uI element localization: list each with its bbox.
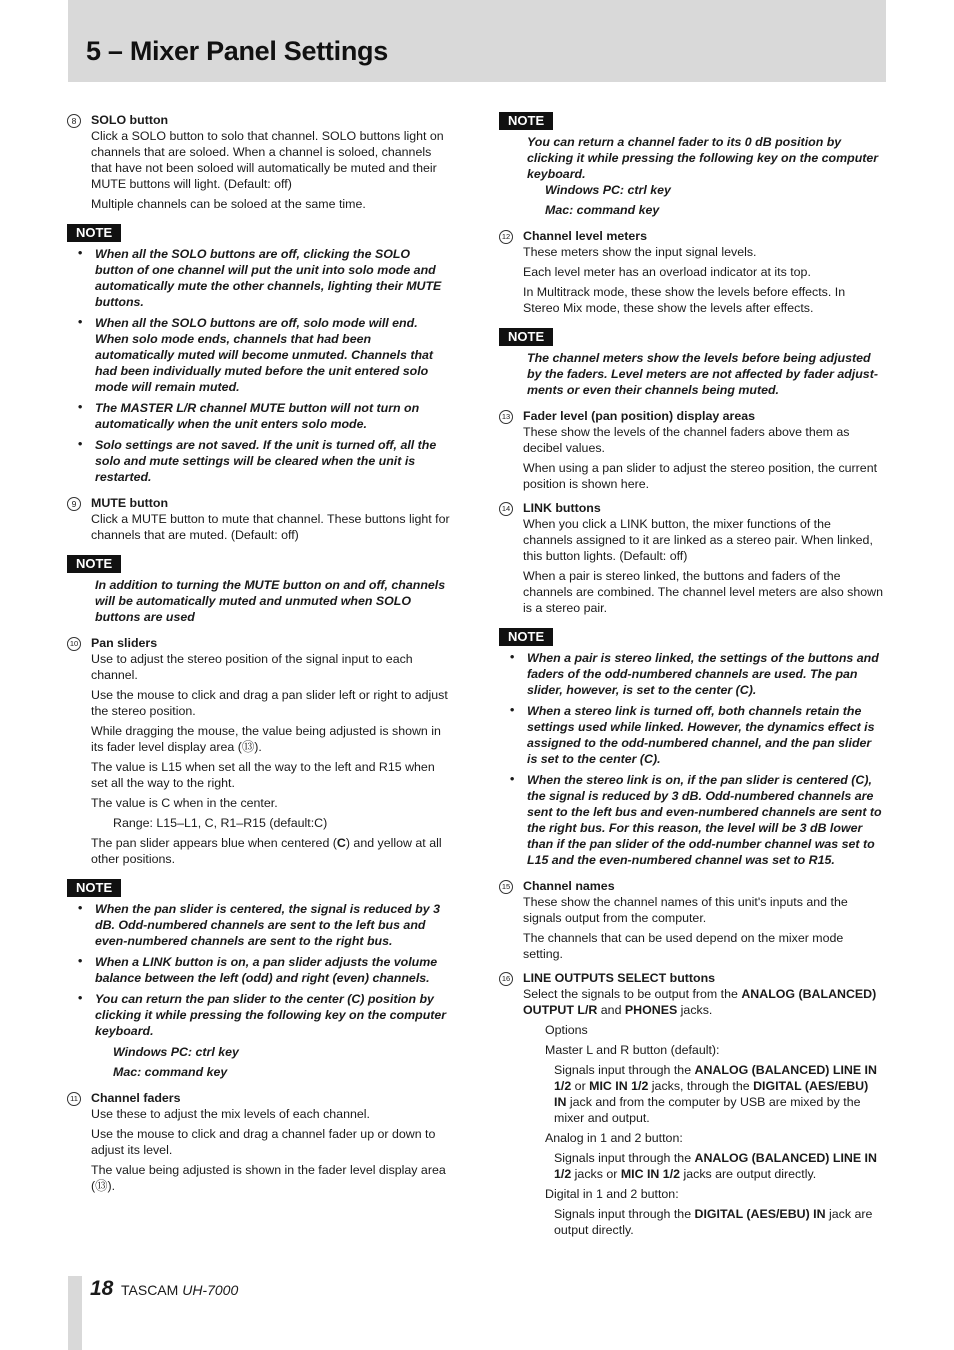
note-bullet: • When all the SOLO buttons are off, solo mode will end. When solo mode ends, channels that had been automatically muted will become unmuted. Channels that had been individually muted before the unit entered solo mode will remain muted. [78, 315, 434, 394]
section-number: 10 [67, 637, 81, 651]
note-text: The channel meters show the levels before being adjusted by the faders. Level meters are not affected by fader adjust-ments or even their channels being muted. [527, 351, 878, 397]
note-meters [499, 324, 883, 398]
paragraph: These meters show the input signal levels. [523, 245, 757, 259]
section-line-outputs [499, 970, 883, 1238]
note-label: NOTE [67, 555, 121, 573]
note-label: NOTE [499, 628, 553, 646]
key-mac: Mac: command key [545, 203, 660, 217]
paragraph: When using a pan slider to adjust the stereo position, the current position is shown here. [523, 461, 878, 491]
section-number: 9 [67, 497, 81, 511]
note-bullet: • Solo settings are not saved. If the unit is turned off, all the solo and mute settings will be cleared when the unit is restarted. [78, 437, 437, 484]
key-windows: Windows PC: ctrl key [113, 1045, 239, 1059]
section-number: 14 [499, 502, 513, 516]
paragraph: Click a MUTE button to mute that channel. These buttons light for channels that are muted. (Default: off) [91, 512, 450, 542]
note-bullet: • When a LINK button is on, a pan slider adjusts the volume balance between the left (odd) and right (even) channels. [78, 954, 438, 985]
paragraph: Click a SOLO button to solo that channel. SOLO buttons light on channels that are soloed. When a channel is soloed, channels that have not been soloed will automatically be muted and their MUTE buttons will light. (Default: off) [91, 129, 444, 191]
paragraph: Use to adjust the stereo position of the signal input to each channel. [91, 652, 413, 682]
range-text: Range: L15–L1, C, R1–R15 (default:C) [113, 816, 328, 830]
note-mute [67, 551, 451, 625]
note-pan [67, 875, 451, 1080]
section-number: 16 [499, 972, 513, 986]
section-number: 15 [499, 880, 513, 894]
note-solo [67, 220, 451, 485]
section-mute [67, 495, 451, 543]
footer-model: UH-7000 [182, 1282, 239, 1298]
note-bullet: • When a stereo link is turned off, both channels retain the settings used while linked. However, the dynamics effect is assigned to the odd-numbered channel, and the pan slider is set to the center (C). [510, 703, 875, 766]
page-number: 18 [90, 1277, 114, 1300]
page-footer [90, 1277, 238, 1301]
key-windows: Windows PC: ctrl key [545, 183, 671, 197]
section-meters [499, 228, 883, 316]
note-label: NOTE [67, 224, 121, 242]
section-title: Fader level (pan position) display areas [523, 409, 756, 423]
section-number: 13 [499, 410, 513, 424]
paragraph: Use the mouse to click and drag a pan slider left or right to adjust the stereo position. [91, 688, 448, 718]
section-faders [67, 1090, 451, 1194]
paragraph: Use the mouse to click and drag a channel fader up or down to adjust its level. [91, 1127, 436, 1157]
option-analog-text: Signals input through the ANALOG (BALANCED) LINE IN 1/2 jacks or MIC IN 1/2 jacks are output directly. [554, 1151, 877, 1181]
note-bullet: • When all the SOLO buttons are off, clicking the SOLO button of one channel will put the unit into solo mode and automatically mute the other channels, lighting their MUTE buttons. [78, 246, 442, 309]
paragraph: The pan slider appears blue when centered (C) and yellow at all other positions. [91, 836, 442, 866]
note-text: In addition to turning the MUTE button on and off, channels will be automatically muted and unmuted when SOLO buttons are used [95, 578, 446, 624]
paragraph: When you click a LINK button, the mixer functions of the channels assigned to it are linked as a stereo pair. When linked, this button lights. (Default: off) [523, 517, 873, 563]
note-bullet: • When the pan slider is centered, the signal is reduced by 3 dB. Odd-numbered channels are sent to the left bus and even-numbered channels are sent to the right bus. [78, 901, 440, 948]
section-solo [67, 112, 451, 212]
paragraph: The value being adjusted is shown in the fader level display area (⑬). [91, 1163, 446, 1193]
note-bullet: • The MASTER L/R channel MUTE button will not turn on automatically when the unit enters solo mode. [78, 400, 420, 431]
right-column [499, 112, 883, 1246]
note-bullet: • When the stereo link is on, if the pan slider is centered (C), the signal is reduced by 3 dB. Odd-numbered channels are sent to the left bus and even-numbered channels are sent to the right bus. For this reason, the level will be 3 dB lower than if the pan slider of the odd-number channel was set to L15 and the even-numbered channel was set to R15. [510, 772, 882, 867]
key-mac: Mac: command key [113, 1065, 228, 1079]
note-label: NOTE [499, 328, 553, 346]
paragraph: These show the channel names of this unit's inputs and the signals output from the computer. [523, 895, 848, 925]
note-bullet: • You can return the pan slider to the center (C) position by clicking it while pressing the following key on the computer keyboard. [78, 991, 447, 1038]
note-fader-reset [499, 112, 883, 218]
note-bullet: • When a pair is stereo linked, the settings of the buttons and faders of the odd-numbered channels are used. The pan slider, however, is set to the center (C). [510, 650, 879, 697]
section-link [499, 500, 883, 616]
option-master-text: Signals input through the ANALOG (BALANCED) LINE IN 1/2 or MIC IN 1/2 jacks, through the DIGITAL (AES/EBU) IN jack and from the computer by USB are mixed by the mixer and output. [554, 1063, 877, 1125]
section-title: MUTE button [91, 496, 169, 510]
note-label: NOTE [499, 112, 553, 130]
section-title: Channel level meters [523, 229, 647, 243]
section-title: Pan sliders [91, 636, 158, 650]
section-title: SOLO button [91, 113, 169, 127]
section-pan [67, 635, 451, 867]
paragraph: In Multitrack mode, these show the levels before effects. In Stereo Mix mode, these show the levels after effects. [523, 285, 846, 315]
section-title: Channel names [523, 879, 615, 893]
section-number: 11 [67, 1092, 81, 1106]
note-text: You can return a channel fader to its 0 dB position by clicking it while pressing the following key on the computer keyboard. [527, 135, 879, 181]
section-number: 12 [499, 230, 513, 244]
paragraph: Multiple channels can be soloed at the same time. [91, 197, 366, 211]
paragraph: The value is C when in the center. [91, 796, 278, 810]
note-label: NOTE [67, 879, 121, 897]
section-title: LINE OUTPUTS SELECT buttons [523, 971, 716, 985]
option-digital-label: Digital in 1 and 2 button: [545, 1187, 679, 1201]
footer-brand: TASCAM [121, 1282, 179, 1298]
left-column [67, 112, 451, 1202]
paragraph: These show the levels of the channel faders above them as decibel values. [523, 425, 850, 455]
options-label: Options [545, 1023, 588, 1037]
section-number: 8 [67, 114, 81, 128]
paragraph: Use these to adjust the mix levels of each channel. [91, 1107, 370, 1121]
page-title: 5 – Mixer Panel Settings [86, 36, 388, 66]
paragraph: The value is L15 when set all the way to the left and R15 when set all the way to the right. [91, 760, 435, 790]
option-digital-text: Signals input through the DIGITAL (AES/EBU) IN jack are output directly. [554, 1207, 873, 1237]
note-link [499, 624, 883, 868]
paragraph: When a pair is stereo linked, the buttons and faders of the channels are combined. The channel level meters are also shown is a stereo pair. [523, 569, 883, 615]
option-analog-label: Analog in 1 and 2 button: [545, 1131, 683, 1145]
section-title: LINK buttons [523, 501, 601, 515]
option-master-label: Master L and R button (default): [545, 1043, 720, 1057]
paragraph: The channels that can be used depend on the mixer mode setting. [523, 931, 844, 961]
section-fader-display [499, 408, 883, 492]
footer-bar [68, 1276, 82, 1350]
paragraph: Each level meter has an overload indicator at its top. [523, 265, 811, 279]
section-title: Channel faders [91, 1091, 181, 1105]
paragraph: While dragging the mouse, the value being adjusted is shown in its fader level display area (⑬). [91, 724, 441, 754]
page-header [68, 0, 886, 82]
paragraph: Select the signals to be output from the ANALOG (BALANCED) OUTPUT L/R and PHONES jacks. [523, 987, 877, 1017]
section-channel-names [499, 878, 883, 962]
